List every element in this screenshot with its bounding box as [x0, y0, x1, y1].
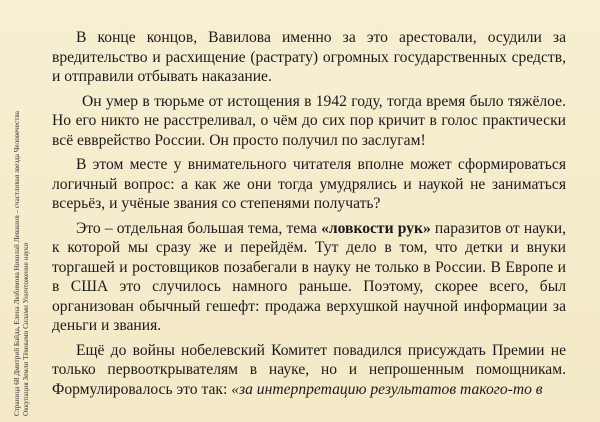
body-text	[52, 28, 566, 404]
paragraph-4-text-start: Это – отдельная большая тема, тема	[76, 219, 322, 237]
paragraph-4-text-end: паразитов от науки, к которой мы сразу же и перейдём. Тут дело в том, что детки и внуки торгашей и ростовщиков позабегали в науку не только в России. В Европе и в США это случилось намного раньше. Поэтому, скорее всего, был организован обычный гешефт: продажа верхушкой научной информации за деньги и звания.	[52, 219, 566, 334]
running-header-line-2: Оккупация Земли Тёмными Силами Уничтожение науки	[22, 242, 30, 416]
paragraph-4-bold-phrase: «ловкости рук»	[321, 219, 431, 237]
paragraph-2-text: Он умер в тюрьме от истощения в 1942 году, тогда время было тяжёлое. Но его никто не расстреливал, о чём до сих пор кричит в голос практически всё евврейство России. Он просто получил по заслугам!	[52, 92, 566, 149]
paragraph-4	[52, 219, 566, 336]
paragraph-5-text: Ещё до войны нобелевский Комитет повадился присуждать Премии не только первооткрывателям в науке, но и непрошенным помощникам. Формулировалось это так:	[52, 341, 566, 398]
paragraph-3	[52, 155, 566, 214]
paragraph-2	[52, 92, 566, 151]
running-header	[13, 6, 41, 416]
paragraph-5-italic-quote: «за интерпретацию результатов такого-то в	[231, 380, 543, 398]
running-header-line-1: Страница 68 Дмитрий Байда, Елена Любимова Николай Левашов – счастливая звезда Человечества	[13, 111, 21, 416]
paragraph-1	[52, 28, 566, 87]
paragraph-3-text: В этом месте у внимательного читателя вполне может сформироваться логичный вопрос: а как же они тогда умудрялись и наукой не заниматься всерьёз, и учёные звания со степенями получать?	[52, 156, 566, 212]
paragraph-1-text: В конце концов, Вавилова именно за это арестовали, осудили за вредительство и расхищение (растрату) огромных государственных средств, и отправили отбывать наказание.	[52, 29, 566, 85]
paragraph-5	[52, 341, 566, 400]
